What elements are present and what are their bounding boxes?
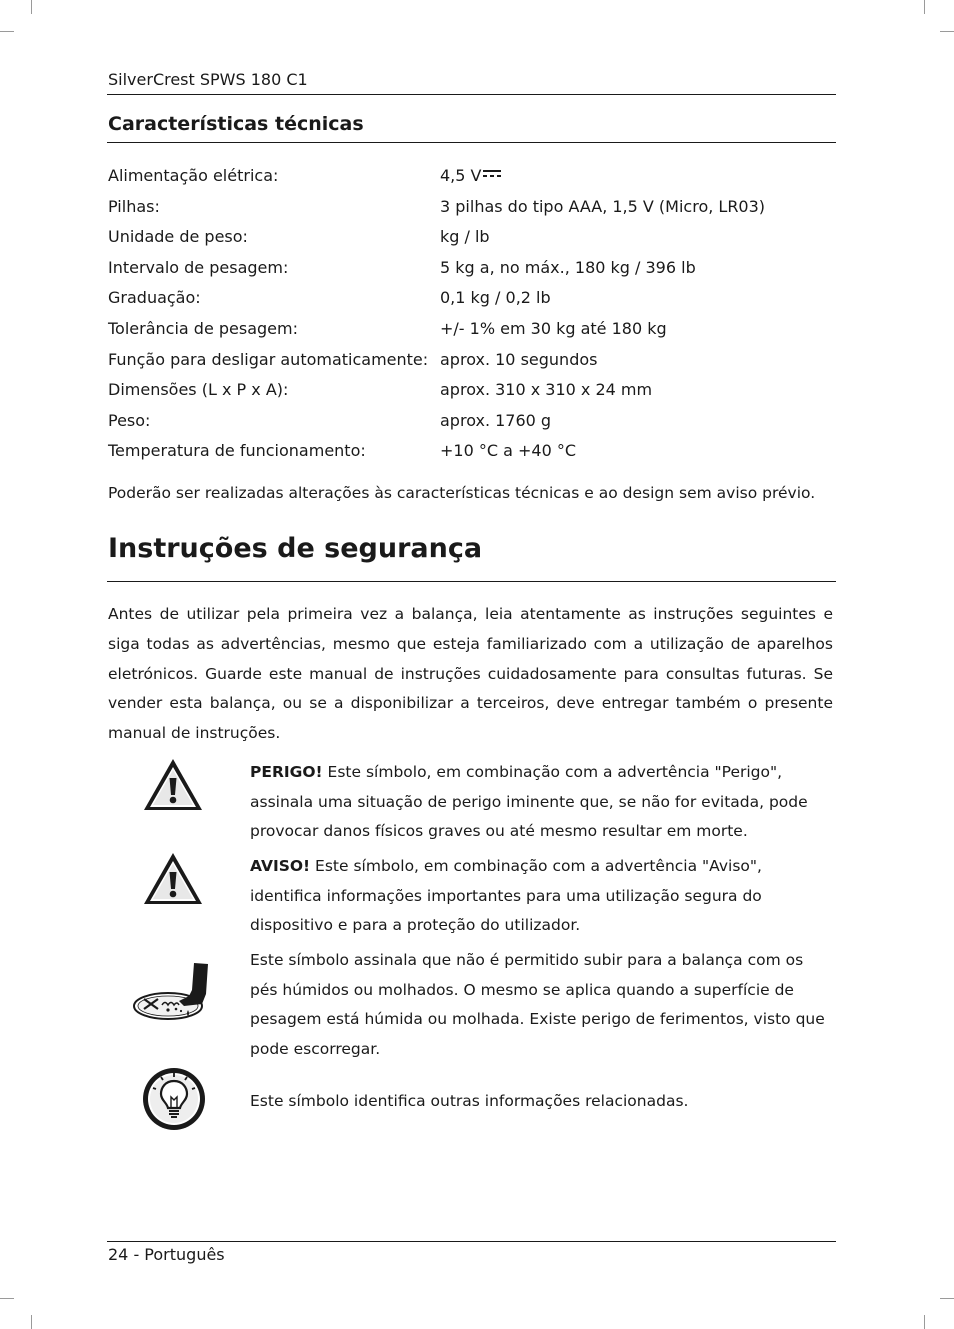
crop-mark: [0, 31, 14, 32]
spec-label: Unidade de peso:: [108, 227, 248, 247]
spec-value: [440, 223, 490, 254]
spec-value: [440, 376, 652, 407]
no-wet-feet-icon: [132, 960, 208, 1030]
spec-row: [108, 407, 836, 438]
spec-value-text: 0,1 kg / 0,2 lb: [440, 288, 551, 308]
spec-row: [108, 376, 836, 407]
header-rule: [107, 94, 836, 95]
crop-mark: [924, 0, 925, 14]
info-symbol-text: Este símbolo identifica outras informações relacionadas.: [250, 1092, 689, 1110]
crop-mark: [940, 31, 954, 32]
crop-mark: [940, 1298, 954, 1299]
spec-value: [440, 407, 551, 438]
spec-value: [440, 193, 765, 224]
lightbulb-info-icon: [141, 1066, 207, 1136]
spec-label: Temperatura de funcionamento:: [108, 441, 366, 461]
spec-value: [440, 284, 551, 315]
spec-row: [108, 437, 836, 468]
spec-row: [108, 284, 836, 315]
spec-value-text: 5 kg a, no máx., 180 kg / 396 lb: [440, 257, 696, 277]
specs-heading: Características técnicas: [108, 113, 364, 135]
spec-label: Pilhas:: [108, 196, 160, 216]
spec-label: Alimentação elétrica:: [108, 166, 279, 185]
spec-label: Dimensões (L x P x A):: [108, 380, 289, 400]
spec-value: [440, 254, 696, 285]
crop-mark: [31, 0, 32, 14]
caution-warning-triangle-icon: [141, 850, 205, 911]
caution-label: AVISO!: [250, 857, 311, 875]
spec-label: Intervalo de pesagem:: [108, 257, 289, 277]
danger-description: Este símbolo, em combinação com a advertência "Perigo", assinala uma situação de perigo iminente que, se não for evitada, pode provocar danos físicos graves ou até mesmo resultar em morte.: [250, 763, 808, 840]
spec-value-text: aprox. 10 segundos: [440, 349, 598, 369]
spec-row: [108, 223, 836, 254]
spec-row: [108, 254, 836, 285]
spec-value: [440, 162, 501, 193]
crop-mark: [31, 1315, 32, 1329]
spec-label: Função para desligar automaticamente:: [108, 349, 429, 369]
page-number: 24 - Português: [108, 1245, 225, 1264]
spec-value-text: kg / lb: [440, 227, 490, 247]
specs-heading-rule: [107, 142, 836, 143]
danger-label: PERIGO!: [250, 763, 323, 781]
spec-value-text: aprox. 1760 g: [440, 410, 552, 430]
caution-symbol-text: [250, 852, 835, 941]
spec-row: [108, 315, 836, 346]
specs-note: Poderão ser realizadas alterações às características técnicas e ao design sem aviso prévio.: [108, 484, 816, 502]
spec-label: Peso:: [108, 410, 151, 430]
safety-heading: Instruções de segurança: [108, 533, 483, 564]
crop-mark: [924, 1315, 925, 1329]
safety-heading-rule: [107, 581, 836, 582]
spec-value-text: aprox. 310 x 310 x 24 mm: [440, 380, 653, 400]
danger-symbol-text: [250, 758, 835, 847]
danger-warning-triangle-icon: [141, 756, 205, 817]
spec-row: [108, 193, 836, 224]
spec-value: [440, 437, 576, 468]
spec-value-text: +10 °C a +40 °C: [440, 441, 577, 461]
spec-row: [108, 162, 836, 193]
footer-rule: [107, 1241, 836, 1242]
wet-feet-symbol-text: Este símbolo assinala que não é permitido subir para a balança com os pés húmidos ou molhados. O mesmo se aplica quando a superfície de pesagem está húmida ou molhada. Existe perigo de ferimentos, visto que pode escorregar.: [250, 951, 825, 1058]
running-header: SilverCrest SPWS 180 C1: [108, 70, 308, 89]
spec-value: [440, 346, 597, 377]
spec-value-text: 4,5 V: [440, 166, 482, 185]
crop-mark: [0, 1298, 14, 1299]
safety-intro: Antes de utilizar pela primeira vez a balança, leia atentamente as instruções seguintes e siga todas as advertências, mesmo que esteja familiarizado com a utilização de aparelhos eletrónicos. Guarde este manual de instruções cuidadosamente para consultas futuras. Se vender esta balança, ou se a disponibilizar a terceiros, deve entregar também o presente manual de instruções.: [108, 605, 833, 743]
caution-description: Este símbolo, em combinação com a advertência "Aviso", identifica informações importantes para uma utilização segura do dispositivo e para a proteção do utilizador.: [250, 857, 762, 934]
spec-label: Graduação:: [108, 288, 201, 308]
spec-value-text: +/- 1% em 30 kg até 180 kg: [440, 318, 667, 338]
direct-current-icon: [483, 170, 501, 180]
specs-table: [108, 162, 836, 468]
spec-row: [108, 346, 836, 377]
spec-label: Tolerância de pesagem:: [108, 318, 298, 338]
spec-value: [440, 315, 667, 346]
spec-value-text: 3 pilhas do tipo AAA, 1,5 V (Micro, LR03): [440, 196, 766, 216]
